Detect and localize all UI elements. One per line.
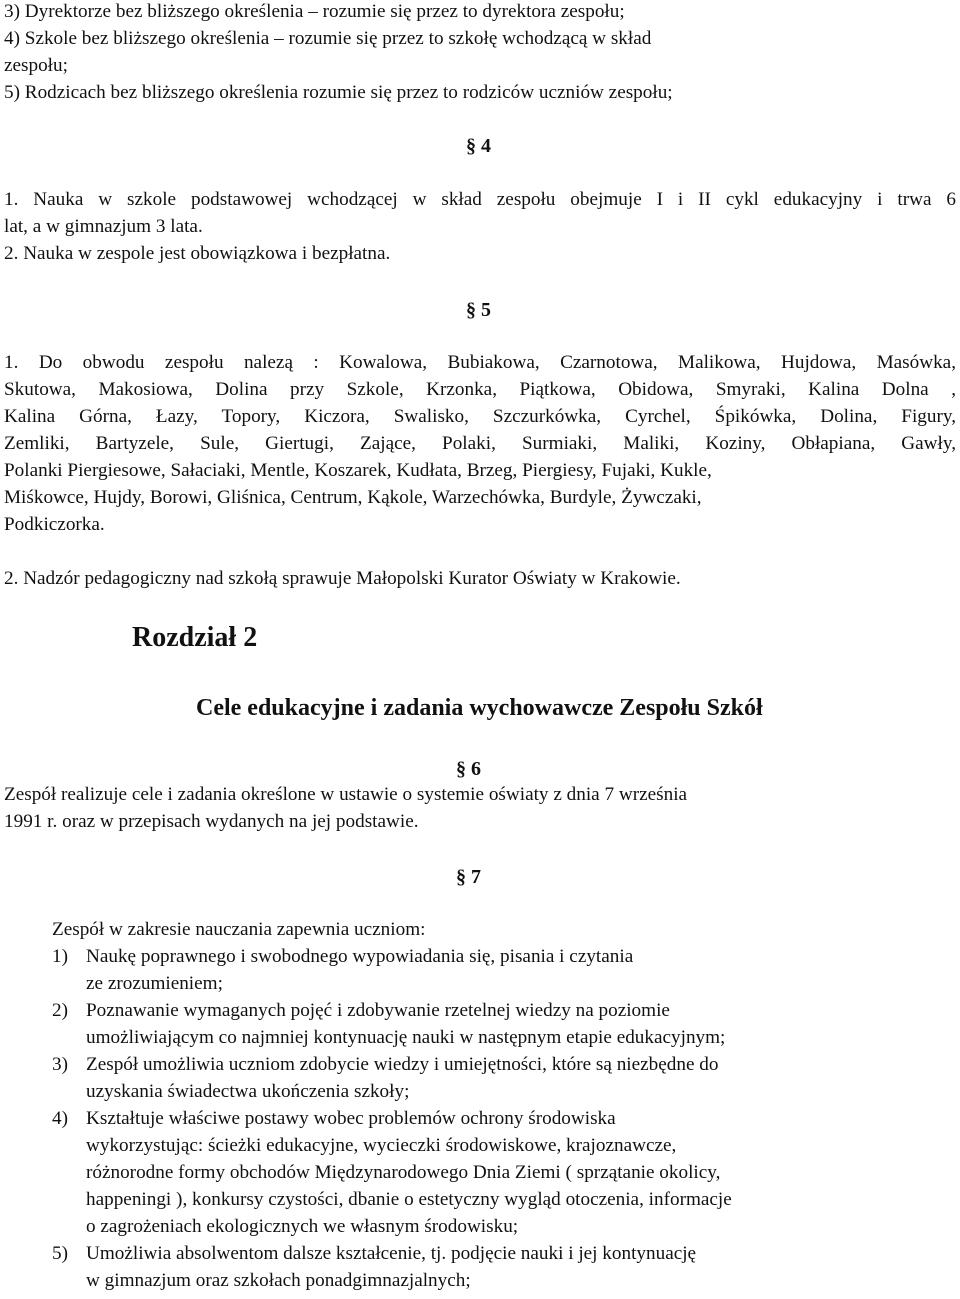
par5-point-2: 2. Nadzór pedagogiczny nad szkołą sprawuje Małopolski Kurator Oświaty w Krakowie. bbox=[4, 568, 681, 589]
par4-line-3: 2. Nauka w zespole jest obowiązkowa i bezpłatna. bbox=[4, 243, 391, 264]
par6-line-2: 1991 r. oraz w przepisach wydanych na jej podstawie. bbox=[4, 811, 419, 832]
par5-line-6: Miśkowce, Hujdy, Borowi, Gliśnica, Centrum, Kąkole, Warzechówka, Burdyle, Żywczaki, bbox=[4, 487, 702, 508]
section-symbol: § bbox=[456, 866, 466, 888]
list-item-number: 4) bbox=[52, 1108, 68, 1129]
section-symbol: § bbox=[466, 135, 476, 157]
list-item-line: happeningi ), konkursy czystości, dbanie o estetyczny wygląd otoczenia, informacje bbox=[86, 1189, 732, 1210]
list-item-line: w gimnazjum oraz szkołach ponadgimnazjalnych; bbox=[86, 1270, 471, 1291]
list-item-number: 1) bbox=[52, 946, 68, 967]
par5-line-2: Skutowa, Makosiowa, Dolina przy Szkole, Krzonka, Piątkowa, Obidowa, Smyraki, Kalina Dolna , bbox=[4, 379, 956, 400]
definition-line-3: 3) Dyrektorze bez bliższego określenia – rozumie się przez to dyrektora zespołu; bbox=[4, 1, 625, 22]
section-number: 6 bbox=[471, 758, 481, 780]
par5-line-7: Podkiczorka. bbox=[4, 514, 105, 535]
section-7-heading bbox=[456, 864, 481, 891]
list-item-line: Zespół umożliwia uczniom zdobycie wiedzy i umiejętności, które są niezbędne do bbox=[86, 1054, 719, 1075]
par5-line-4: Zemliki, Bartyzele, Sule, Giertugi, Zające, Polaki, Surmiaki, Maliki, Koziny, Obłapiana, Gawły, bbox=[4, 433, 956, 454]
list-item-number: 5) bbox=[52, 1243, 68, 1264]
list-item-line: wykorzystując: ścieżki edukacyjne, wycieczki środowiskowe, krajoznawcze, bbox=[86, 1135, 677, 1156]
list-item-line: o zagrożeniach ekologicznych we własnym środowisku; bbox=[86, 1216, 519, 1237]
list-item-line: uzyskania świadectwa ukończenia szkoły; bbox=[86, 1081, 410, 1102]
list-item-number: 3) bbox=[52, 1054, 68, 1075]
list-item bbox=[52, 1105, 952, 1240]
par7-intro: Zespół w zakresie nauczania zapewnia uczniom: bbox=[52, 919, 426, 940]
section-number: 4 bbox=[481, 135, 491, 157]
par4-line-1: 1. Nauka w szkole podstawowej wchodzącej w skład zespołu obejmuje I i II cykl edukacyjny i trwa 6 bbox=[4, 189, 956, 210]
chapter-subtitle: Cele edukacyjne i zadania wychowawcze Zespołu Szkół bbox=[196, 695, 763, 721]
par5-line-3: Kalina Górna, Łazy, Topory, Kiczora, Swalisko, Szczurkówka, Cyrchel, Śpikówka, Dolina, Figury, bbox=[4, 406, 956, 427]
list-item-line: Umożliwia absolwentom dalsze kształcenie, tj. podjęcie nauki i jej kontynuację bbox=[86, 1243, 697, 1264]
list-item bbox=[52, 1051, 952, 1105]
section-4-heading bbox=[466, 133, 491, 160]
definition-line-4: 4) Szkole bez bliższego określenia – rozumie się przez to szkołę wchodzącą w skład bbox=[4, 28, 652, 49]
par6-line-1: Zespół realizuje cele i zadania określone w ustawie o systemie oświaty z dnia 7 września bbox=[4, 784, 688, 805]
section-5-heading bbox=[466, 297, 491, 324]
section-symbol: § bbox=[456, 758, 466, 780]
section-number: 7 bbox=[471, 866, 481, 888]
list-item bbox=[52, 943, 952, 997]
list-item bbox=[52, 997, 952, 1051]
list-item-number: 2) bbox=[52, 1000, 68, 1021]
section-number: 5 bbox=[481, 299, 491, 321]
list-item-line: umożliwiającym co najmniej kontynuację nauki w następnym etapie edukacyjnym; bbox=[86, 1027, 726, 1048]
par4-line-2: lat, a w gimnazjum 3 lata. bbox=[4, 216, 203, 237]
list-item-line: Naukę poprawnego i swobodnego wypowiadania się, pisania i czytania bbox=[86, 946, 634, 967]
definition-line-5: 5) Rodzicach bez bliższego określenia rozumie się przez to rodziców uczniów zespołu; bbox=[4, 82, 673, 103]
par5-line-1: 1. Do obwodu zespołu nalezą : Kowalowa, Bubiakowa, Czarnotowa, Malikowa, Hujdowa, Masówka, bbox=[4, 352, 956, 373]
list-item bbox=[52, 1240, 952, 1294]
section-6-heading bbox=[456, 756, 481, 783]
list-item-line: Kształtuje właściwe postawy wobec problemów ochrony środowiska bbox=[86, 1108, 616, 1129]
section-symbol: § bbox=[466, 299, 476, 321]
list-item-line: różnorodne formy obchodów Międzynarodowego Dnia Ziemi ( sprzątanie okolicy, bbox=[86, 1162, 721, 1183]
list-item-line: Poznawanie wymaganych pojęć i zdobywanie rzetelnej wiedzy na poziomie bbox=[86, 1000, 670, 1021]
definition-line-4-cont: zespołu; bbox=[4, 55, 68, 76]
chapter-title: Rozdział 2 bbox=[132, 622, 258, 653]
par5-line-5: Polanki Piergiesowe, Sałaciaki, Mentle, Koszarek, Kudłata, Brzeg, Piergiesy, Fujaki, Kukle, bbox=[4, 460, 712, 481]
list-item-line: ze zrozumieniem; bbox=[86, 973, 223, 994]
